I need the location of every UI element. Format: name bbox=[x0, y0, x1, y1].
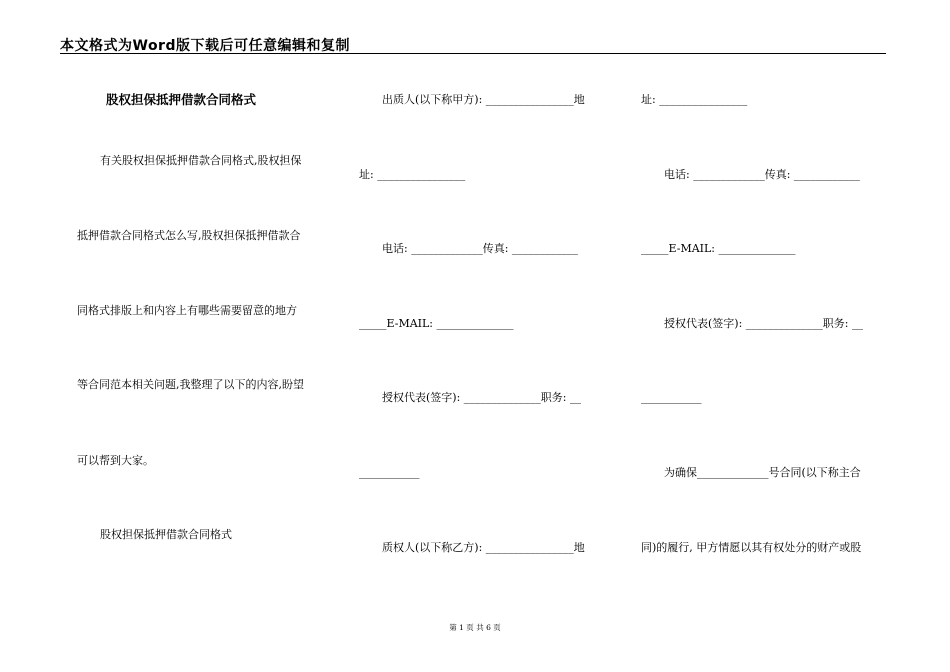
contract-purpose-line: 同)的履行, 甲方情愿以其有权处分的财产或股 bbox=[641, 541, 862, 554]
paragraph-line: 有关股权担保抵押借款合同格式,股权担保 bbox=[100, 154, 302, 167]
paragraph-line: 抵押借款合同格式怎么写,股权担保抵押借款合 bbox=[77, 229, 301, 242]
representative-line: 授权代表(签字): ______________职务: __ bbox=[382, 391, 581, 404]
header-divider bbox=[60, 53, 886, 54]
representative-line: 授权代表(签字): ______________职务: __ bbox=[664, 317, 863, 330]
email-line: _____E-MAIL: ______________ bbox=[359, 317, 514, 330]
paragraph-line: 可以帮到大家。 bbox=[77, 454, 154, 467]
contract-purpose-line: 为确保_____________号合同(以下称主合 bbox=[664, 466, 861, 479]
address-line: 址: ________________ bbox=[641, 93, 748, 106]
pledgor-line: 出质人(以下称甲方): ________________地 bbox=[382, 93, 585, 106]
phone-fax-line: 电话: _____________传真: ____________ bbox=[664, 168, 860, 181]
blank-line: ___________ bbox=[641, 391, 702, 404]
page-number: 第 1 页 共 6 页 bbox=[449, 623, 501, 632]
paragraph-line: 同格式排版上和内容上有哪些需要留意的地方 bbox=[77, 304, 297, 317]
blank-line: ___________ bbox=[359, 466, 420, 479]
phone-fax-line: 电话: _____________传真: ____________ bbox=[382, 242, 578, 255]
pledgee-line: 质权人(以下称乙方): ________________地 bbox=[382, 541, 585, 554]
email-line: _____E-MAIL: ______________ bbox=[641, 242, 796, 255]
paragraph-line: 等合同范本相关问题,我整理了以下的内容,盼望 bbox=[77, 378, 304, 391]
address-line: 址: ________________ bbox=[359, 168, 466, 181]
document-title: 股权担保抵押借款合同格式 bbox=[106, 92, 257, 107]
section-heading: 股权担保抵押借款合同格式 bbox=[100, 528, 232, 541]
page-header: 本文格式为Word版下载后可任意编辑和复制 bbox=[60, 38, 350, 54]
